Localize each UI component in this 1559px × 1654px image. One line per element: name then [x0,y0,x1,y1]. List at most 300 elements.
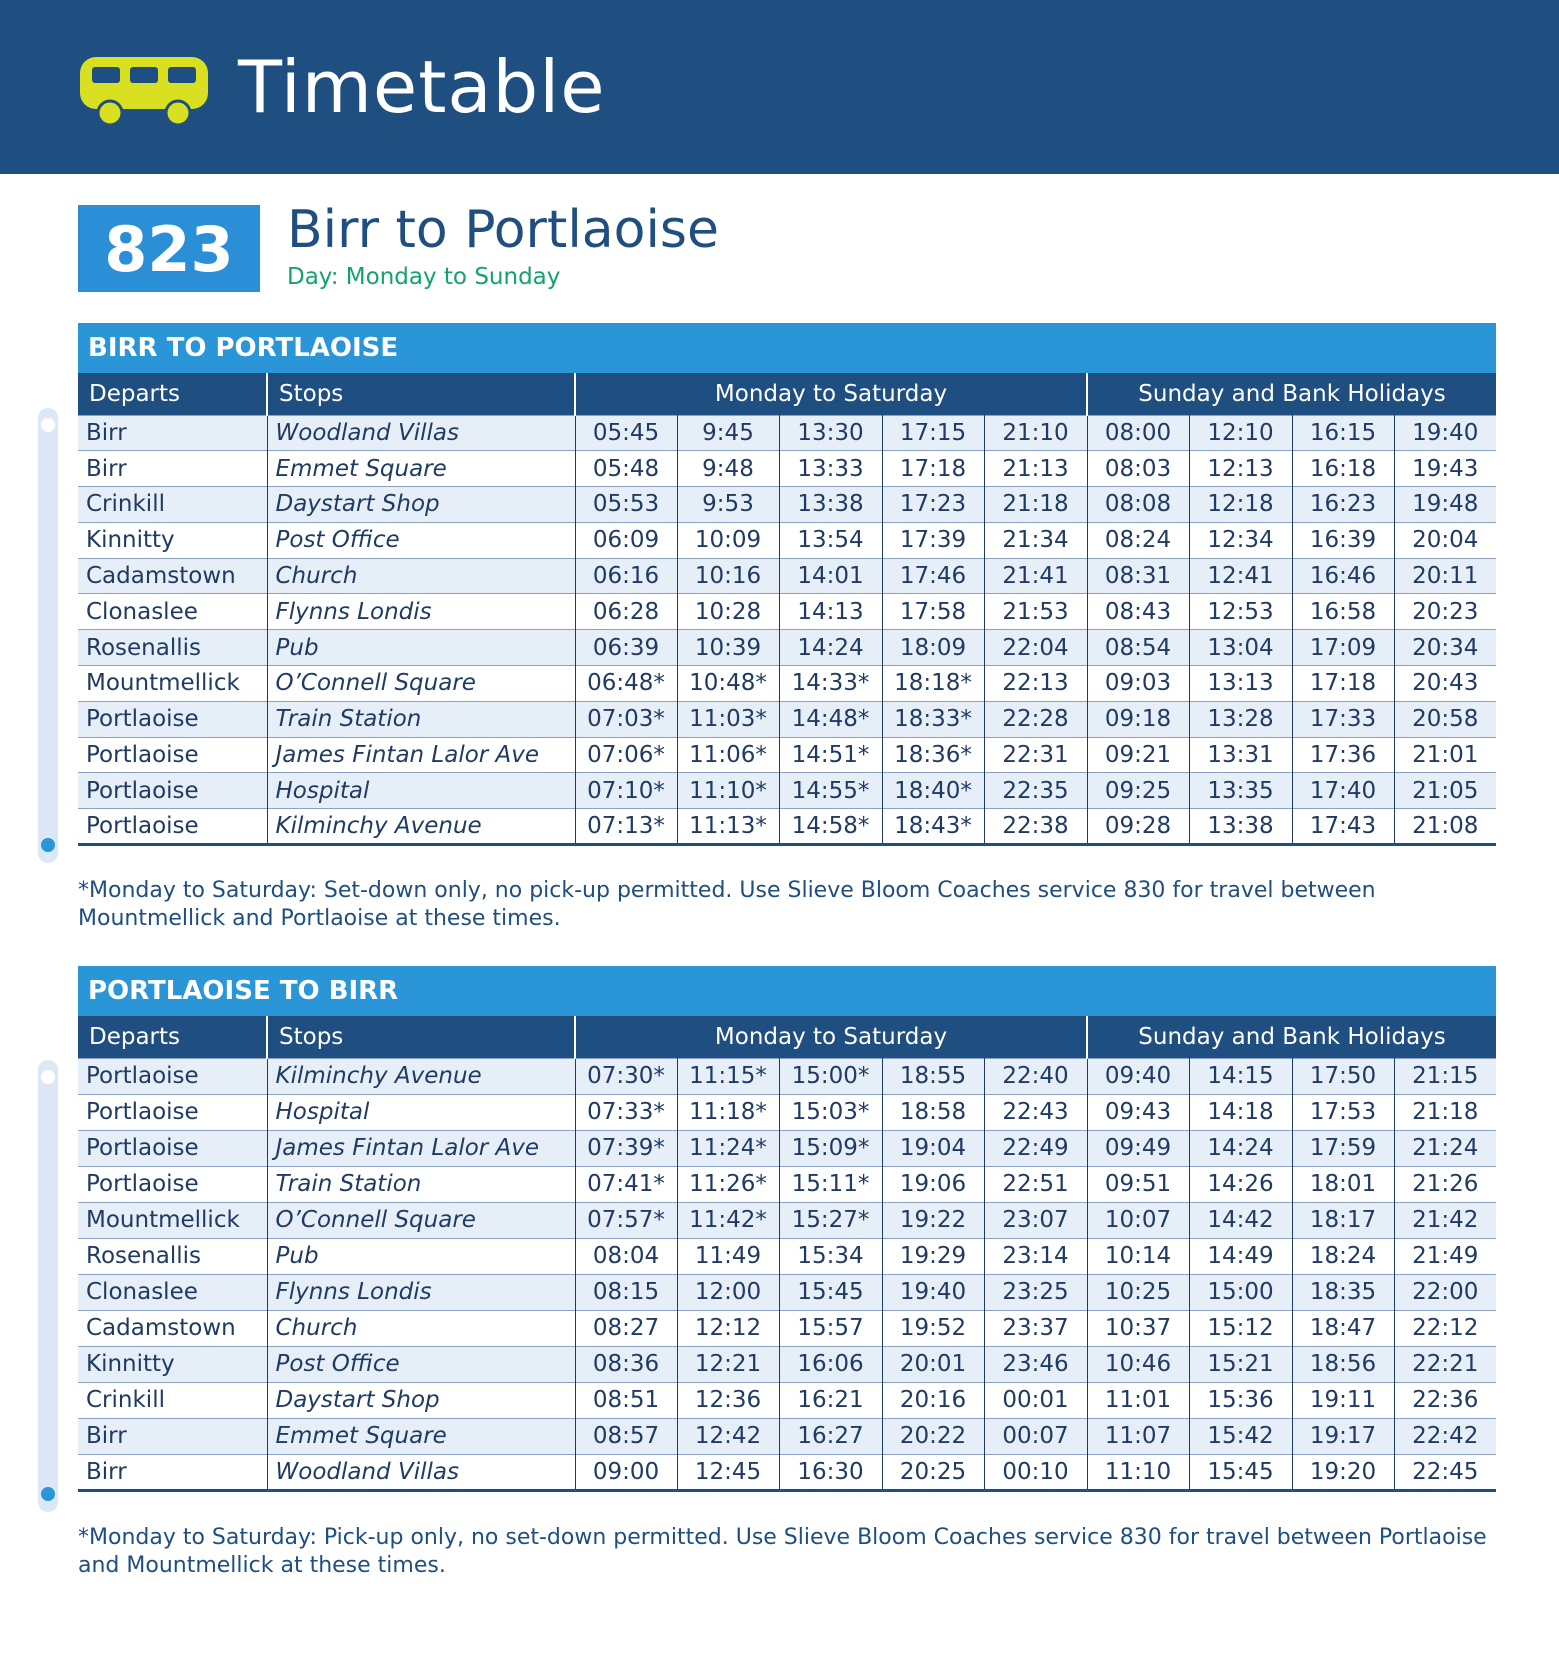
time-cell: 22:12 [1394,1310,1496,1346]
table-row [78,1382,1496,1418]
time-cell: 19:29 [882,1238,984,1274]
time-cell: 12:10 [1189,415,1292,451]
time-cell: 15:57 [779,1310,882,1346]
departs-cell: Mountmellick [78,666,267,702]
time-cell: 14:58* [779,809,882,845]
route-days: Day: Monday to Sunday [287,264,561,290]
stop-cell: O’Connell Square [267,1202,575,1238]
time-cell: 12:21 [677,1346,779,1382]
time-cell: 16:46 [1292,558,1394,594]
time-cell: 20:25 [882,1454,984,1490]
time-cell: 16:30 [779,1454,882,1490]
stops-header: Stops [267,373,575,415]
time-cell: 12:18 [1189,487,1292,523]
time-cell: 11:01 [1087,1382,1189,1418]
time-cell: 14:24 [1189,1130,1292,1166]
time-cell: 18:58 [882,1094,984,1130]
time-cell: 16:58 [1292,594,1394,630]
time-cell: 19:40 [1394,415,1496,451]
time-cell: 22:28 [984,701,1087,737]
time-cell: 16:39 [1292,522,1394,558]
time-cell: 17:59 [1292,1130,1394,1166]
time-cell: 17:23 [882,487,984,523]
time-cell: 06:39 [575,630,677,666]
time-cell: 21:18 [984,487,1087,523]
table-row [78,630,1496,666]
stop-cell: Pub [267,630,575,666]
departs-cell: Birr [78,1454,267,1490]
time-cell: 10:28 [677,594,779,630]
time-cell: 22:00 [1394,1274,1496,1310]
time-cell: 17:36 [1292,737,1394,773]
time-cell: 13:13 [1189,666,1292,702]
time-cell: 21:13 [984,451,1087,487]
departs-header: Departs [78,373,267,415]
time-cell: 15:45 [1189,1454,1292,1490]
stop-cell: Woodland Villas [267,1454,575,1490]
table-row [78,451,1496,487]
time-cell: 19:43 [1394,451,1496,487]
time-cell: 17:18 [1292,666,1394,702]
time-cell: 19:52 [882,1310,984,1346]
time-cell: 15:34 [779,1238,882,1274]
time-cell: 16:27 [779,1418,882,1454]
time-cell: 16:15 [1292,415,1394,451]
time-cell: 08:43 [1087,594,1189,630]
time-cell: 21:01 [1394,737,1496,773]
time-cell: 15:12 [1189,1310,1292,1346]
time-cell: 14:48* [779,701,882,737]
stop-cell: Kilminchy Avenue [267,1058,575,1094]
departs-cell: Kinnitty [78,522,267,558]
stop-cell: Daystart Shop [267,487,575,523]
time-cell: 22:04 [984,630,1087,666]
time-cell: 20:34 [1394,630,1496,666]
time-cell: 19:06 [882,1166,984,1202]
time-cell: 21:53 [984,594,1087,630]
time-cell: 18:09 [882,630,984,666]
departs-cell: Cadamstown [78,1310,267,1346]
stop-cell: Post Office [267,1346,575,1382]
time-cell: 14:26 [1189,1166,1292,1202]
table-row [78,1310,1496,1346]
time-cell: 10:39 [677,630,779,666]
time-cell: 20:01 [882,1346,984,1382]
table-row [78,1454,1496,1490]
stop-cell: Hospital [267,1094,575,1130]
time-cell: 07:13* [575,809,677,845]
departs-cell: Rosenallis [78,630,267,666]
time-cell: 07:10* [575,773,677,809]
time-cell: 15:45 [779,1274,882,1310]
time-cell: 20:23 [1394,594,1496,630]
time-cell: 11:26* [677,1166,779,1202]
time-cell: 13:38 [1189,809,1292,845]
time-cell: 12:34 [1189,522,1292,558]
time-cell: 14:18 [1189,1094,1292,1130]
time-cell: 21:24 [1394,1130,1496,1166]
time-cell: 08:31 [1087,558,1189,594]
table-row [78,1094,1496,1130]
table-row [78,666,1496,702]
time-cell: 21:10 [984,415,1087,451]
time-cell: 07:30* [575,1058,677,1094]
time-cell: 14:55* [779,773,882,809]
inbound-title: PORTLAOISE TO BIRR [78,966,1496,1016]
stop-cell: Emmet Square [267,451,575,487]
time-cell: 18:17 [1292,1202,1394,1238]
table-row [78,487,1496,523]
time-cell: 20:16 [882,1382,984,1418]
time-cell: 14:42 [1189,1202,1292,1238]
departs-cell: Portlaoise [78,737,267,773]
sunday-header: Sunday and Bank Holidays [1087,1016,1496,1058]
time-cell: 11:13* [677,809,779,845]
time-cell: 22:43 [984,1094,1087,1130]
time-cell: 09:21 [1087,737,1189,773]
time-cell: 08:08 [1087,487,1189,523]
time-cell: 05:45 [575,415,677,451]
time-cell: 9:53 [677,487,779,523]
time-cell: 22:13 [984,666,1087,702]
time-cell: 9:45 [677,415,779,451]
time-cell: 13:28 [1189,701,1292,737]
time-cell: 22:38 [984,809,1087,845]
departs-cell: Mountmellick [78,1202,267,1238]
route-line-icon [36,1060,60,1512]
time-cell: 08:51 [575,1382,677,1418]
departs-cell: Portlaoise [78,1058,267,1094]
departs-cell: Clonaslee [78,1274,267,1310]
time-cell: 00:10 [984,1454,1087,1490]
time-cell: 14:01 [779,558,882,594]
time-cell: 21:26 [1394,1166,1496,1202]
time-cell: 19:17 [1292,1418,1394,1454]
time-cell: 18:24 [1292,1238,1394,1274]
time-cell: 17:39 [882,522,984,558]
time-cell: 11:07 [1087,1418,1189,1454]
time-cell: 17:33 [1292,701,1394,737]
table-row [78,1418,1496,1454]
time-cell: 17:43 [1292,809,1394,845]
time-cell: 23:37 [984,1310,1087,1346]
time-cell: 16:21 [779,1382,882,1418]
stop-cell: Train Station [267,1166,575,1202]
departs-cell: Cadamstown [78,558,267,594]
outbound-note: *Monday to Saturday: Set-down only, no pick-up permitted. Use Slieve Bloom Coaches service 830 for travel between Mountmellick and Portlaoise at these times. [78,878,1376,931]
time-cell: 08:00 [1087,415,1189,451]
table-row [78,522,1496,558]
time-cell: 00:07 [984,1418,1087,1454]
departs-cell: Crinkill [78,487,267,523]
time-cell: 15:27* [779,1202,882,1238]
time-cell: 15:36 [1189,1382,1292,1418]
table-row [78,558,1496,594]
time-cell: 09:49 [1087,1130,1189,1166]
time-cell: 22:35 [984,773,1087,809]
time-cell: 10:46 [1087,1346,1189,1382]
table-row [78,1238,1496,1274]
stop-cell: Flynns Londis [267,594,575,630]
time-cell: 23:46 [984,1346,1087,1382]
time-cell: 18:43* [882,809,984,845]
stop-cell: Kilminchy Avenue [267,809,575,845]
time-cell: 12:13 [1189,451,1292,487]
inbound-note: *Monday to Saturday: Pick-up only, no set-down permitted. Use Slieve Bloom Coaches service 830 for travel between Portlaoise and Mountmellick at these times. [78,1525,1487,1578]
time-cell: 14:15 [1189,1058,1292,1094]
time-cell: 10:25 [1087,1274,1189,1310]
time-cell: 15:09* [779,1130,882,1166]
time-cell: 21:42 [1394,1202,1496,1238]
time-cell: 08:24 [1087,522,1189,558]
page-title: Timetable [238,45,606,129]
time-cell: 09:43 [1087,1094,1189,1130]
departs-cell: Portlaoise [78,773,267,809]
time-cell: 09:25 [1087,773,1189,809]
time-cell: 23:14 [984,1238,1087,1274]
table-row [78,773,1496,809]
inbound-timetable [78,1016,1496,1492]
time-cell: 08:03 [1087,451,1189,487]
table-row [78,415,1496,451]
stop-cell: O’Connell Square [267,666,575,702]
stop-cell: Train Station [267,701,575,737]
time-cell: 22:36 [1394,1382,1496,1418]
time-cell: 16:06 [779,1346,882,1382]
time-cell: 13:54 [779,522,882,558]
departs-cell: Rosenallis [78,1238,267,1274]
stops-header: Stops [267,1016,575,1058]
departs-cell: Clonaslee [78,594,267,630]
route-line-icon [36,408,60,863]
time-cell: 21:34 [984,522,1087,558]
time-cell: 14:51* [779,737,882,773]
time-cell: 10:14 [1087,1238,1189,1274]
time-cell: 9:48 [677,451,779,487]
time-cell: 17:50 [1292,1058,1394,1094]
time-cell: 10:37 [1087,1310,1189,1346]
time-cell: 19:40 [882,1274,984,1310]
stop-cell: Flynns Londis [267,1274,575,1310]
departs-cell: Portlaoise [78,809,267,845]
time-cell: 18:56 [1292,1346,1394,1382]
time-cell: 20:58 [1394,701,1496,737]
time-cell: 17:09 [1292,630,1394,666]
stop-cell: Post Office [267,522,575,558]
time-cell: 09:51 [1087,1166,1189,1202]
time-cell: 23:07 [984,1202,1087,1238]
time-cell: 20:11 [1394,558,1496,594]
time-cell: 09:03 [1087,666,1189,702]
time-cell: 06:28 [575,594,677,630]
stop-cell: Emmet Square [267,1418,575,1454]
time-cell: 12:41 [1189,558,1292,594]
time-cell: 14:13 [779,594,882,630]
time-cell: 09:18 [1087,701,1189,737]
page-header [0,0,1559,174]
time-cell: 18:18* [882,666,984,702]
time-cell: 14:24 [779,630,882,666]
departs-cell: Portlaoise [78,1130,267,1166]
inbound-section [78,966,1496,1492]
time-cell: 10:09 [677,522,779,558]
stop-cell: Daystart Shop [267,1382,575,1418]
time-cell: 11:10 [1087,1454,1189,1490]
time-cell: 05:53 [575,487,677,523]
departs-cell: Portlaoise [78,701,267,737]
time-cell: 08:27 [575,1310,677,1346]
time-cell: 22:21 [1394,1346,1496,1382]
time-cell: 18:01 [1292,1166,1394,1202]
time-cell: 14:33* [779,666,882,702]
time-cell: 20:22 [882,1418,984,1454]
time-cell: 11:10* [677,773,779,809]
departs-cell: Birr [78,415,267,451]
time-cell: 13:38 [779,487,882,523]
time-cell: 13:35 [1189,773,1292,809]
departs-cell: Crinkill [78,1382,267,1418]
time-cell: 19:22 [882,1202,984,1238]
route-number-badge: 823 [78,205,260,292]
time-cell: 07:03* [575,701,677,737]
outbound-title: BIRR TO PORTLAOISE [78,323,1496,373]
time-cell: 17:53 [1292,1094,1394,1130]
table-row [78,809,1496,845]
time-cell: 21:18 [1394,1094,1496,1130]
time-cell: 09:28 [1087,809,1189,845]
time-cell: 15:42 [1189,1418,1292,1454]
time-cell: 18:35 [1292,1274,1394,1310]
time-cell: 21:41 [984,558,1087,594]
departs-header: Departs [78,1016,267,1058]
time-cell: 07:57* [575,1202,677,1238]
time-cell: 19:11 [1292,1382,1394,1418]
time-cell: 20:04 [1394,522,1496,558]
time-cell: 08:54 [1087,630,1189,666]
departs-cell: Portlaoise [78,1094,267,1130]
time-cell: 15:03* [779,1094,882,1130]
time-cell: 11:18* [677,1094,779,1130]
time-cell: 11:15* [677,1058,779,1094]
time-cell: 05:48 [575,451,677,487]
time-cell: 16:23 [1292,487,1394,523]
time-cell: 22:45 [1394,1454,1496,1490]
time-cell: 12:12 [677,1310,779,1346]
time-cell: 13:33 [779,451,882,487]
time-cell: 15:00* [779,1058,882,1094]
time-cell: 12:36 [677,1382,779,1418]
time-cell: 12:00 [677,1274,779,1310]
time-cell: 13:30 [779,415,882,451]
departs-cell: Portlaoise [78,1166,267,1202]
time-cell: 08:15 [575,1274,677,1310]
outbound-section [78,323,1496,846]
time-cell: 11:49 [677,1238,779,1274]
time-cell: 08:36 [575,1346,677,1382]
time-cell: 22:51 [984,1166,1087,1202]
time-cell: 09:00 [575,1454,677,1490]
mon-sat-header: Monday to Saturday [575,373,1087,415]
time-cell: 21:15 [1394,1058,1496,1094]
time-cell: 12:45 [677,1454,779,1490]
time-cell: 19:04 [882,1130,984,1166]
table-row [78,737,1496,773]
time-cell: 08:57 [575,1418,677,1454]
time-cell: 15:00 [1189,1274,1292,1310]
table-row [78,1166,1496,1202]
table-row [78,1202,1496,1238]
time-cell: 18:36* [882,737,984,773]
time-cell: 06:48* [575,666,677,702]
outbound-timetable [78,373,1496,846]
time-cell: 09:40 [1087,1058,1189,1094]
stop-cell: Pub [267,1238,575,1274]
time-cell: 21:08 [1394,809,1496,845]
stop-cell: Woodland Villas [267,415,575,451]
time-cell: 14:49 [1189,1238,1292,1274]
route-title: Birr to Portlaoise [287,200,719,260]
sunday-header: Sunday and Bank Holidays [1087,373,1496,415]
stop-cell: Church [267,558,575,594]
time-cell: 11:42* [677,1202,779,1238]
stop-cell: James Fintan Lalor Ave [267,737,575,773]
table-row [78,1274,1496,1310]
time-cell: 11:24* [677,1130,779,1166]
time-cell: 17:46 [882,558,984,594]
time-cell: 13:04 [1189,630,1292,666]
time-cell: 17:18 [882,451,984,487]
time-cell: 22:49 [984,1130,1087,1166]
time-cell: 07:41* [575,1166,677,1202]
time-cell: 10:48* [677,666,779,702]
bus-icon [78,55,210,127]
time-cell: 12:42 [677,1418,779,1454]
departs-cell: Birr [78,451,267,487]
time-cell: 11:03* [677,701,779,737]
time-cell: 15:21 [1189,1346,1292,1382]
table-row [78,1058,1496,1094]
time-cell: 07:06* [575,737,677,773]
time-cell: 10:16 [677,558,779,594]
time-cell: 07:39* [575,1130,677,1166]
time-cell: 21:49 [1394,1238,1496,1274]
time-cell: 19:48 [1394,487,1496,523]
time-cell: 07:33* [575,1094,677,1130]
time-cell: 19:20 [1292,1454,1394,1490]
time-cell: 08:04 [575,1238,677,1274]
table-row [78,1346,1496,1382]
time-cell: 16:18 [1292,451,1394,487]
time-cell: 13:31 [1189,737,1292,773]
time-cell: 00:01 [984,1382,1087,1418]
time-cell: 22:42 [1394,1418,1496,1454]
mon-sat-header: Monday to Saturday [575,1016,1087,1058]
table-row [78,701,1496,737]
time-cell: 22:40 [984,1058,1087,1094]
stop-cell: Church [267,1310,575,1346]
departs-cell: Birr [78,1418,267,1454]
time-cell: 12:53 [1189,594,1292,630]
time-cell: 21:05 [1394,773,1496,809]
time-cell: 20:43 [1394,666,1496,702]
time-cell: 06:16 [575,558,677,594]
table-row [78,1130,1496,1166]
table-row [78,594,1496,630]
time-cell: 06:09 [575,522,677,558]
time-cell: 15:11* [779,1166,882,1202]
time-cell: 23:25 [984,1274,1087,1310]
time-cell: 17:40 [1292,773,1394,809]
